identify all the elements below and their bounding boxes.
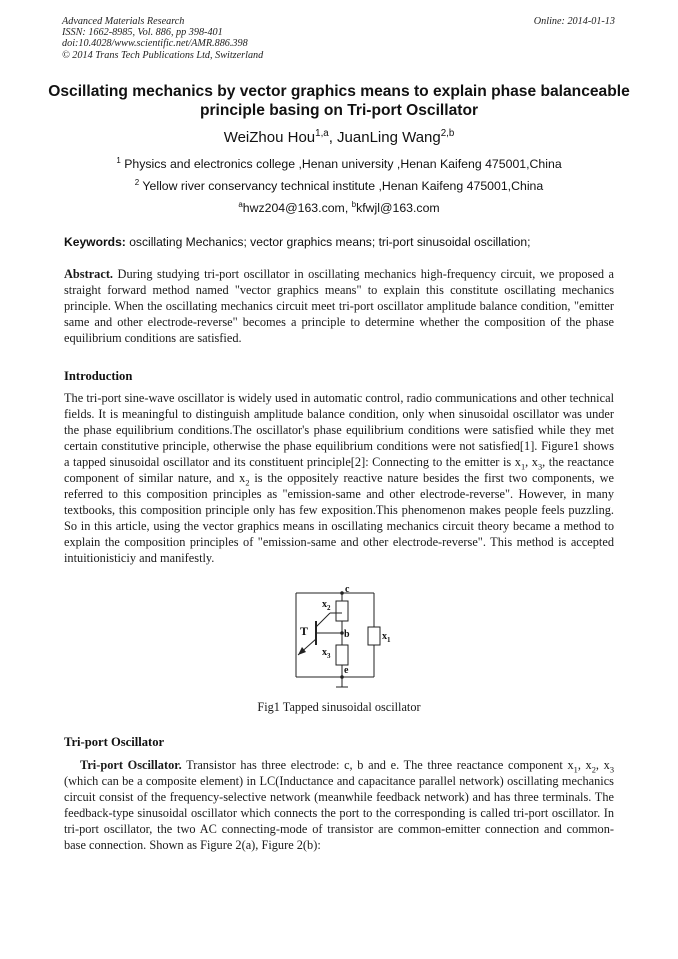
triport-paragraph bbox=[64, 757, 614, 853]
affiliation-number: 1 bbox=[116, 155, 121, 165]
email-superscript: a bbox=[238, 199, 243, 209]
email-a: hwz204@163.com bbox=[242, 201, 345, 215]
intro-text: The tri-port sine-wave oscillator is widely used in automatic control, radio communications and other technical fields. It is meaningful to distinguish amplitude balance condition, only when sinusoidal oscillator was under the phase equilibrium conditions.The oscillator's phase equilibrium conditions were satisfied while they met certain constitutive principle, otherwise the phase equilibrium conditions were not satisfied[1]. Figure1 shows a tapped sinusoidal oscillator and its constituent principle[2]: Connecting to the emitter is x bbox=[64, 391, 614, 470]
node-c bbox=[340, 591, 344, 595]
doi-line: doi:10.4028/www.scientific.net/AMR.886.398 bbox=[62, 38, 248, 50]
subscript: 3 bbox=[537, 462, 543, 472]
author-name: WeiZhou Hou bbox=[223, 129, 316, 146]
triport-text: , x bbox=[577, 758, 592, 772]
email-line bbox=[0, 201, 678, 215]
author-line bbox=[0, 129, 678, 146]
label-c: c bbox=[345, 584, 350, 595]
label-x3: $x_3$ bbox=[322, 647, 331, 660]
affiliation-text: Yellow river conservancy technical institute ,Henan Kaifeng 475001,China bbox=[142, 179, 544, 193]
triport-heading: Tri-port Oscillator bbox=[64, 735, 165, 749]
author-separator: , bbox=[328, 129, 338, 146]
affiliation-2 bbox=[0, 179, 678, 193]
label-x2: $x_2$ bbox=[322, 599, 331, 612]
email-b: kfwjl@163.com bbox=[356, 201, 440, 215]
label-b: b bbox=[344, 629, 350, 640]
triport-lead: Tri-port Oscillator. bbox=[80, 758, 182, 772]
keywords-line bbox=[64, 235, 624, 249]
transistor-collector-lead bbox=[316, 613, 330, 627]
keywords-label: Keywords: bbox=[64, 235, 126, 249]
intro-text: is the oppositely reactive nature besides the first two components, we referred to this composition principles as "emission-same and other electrode-reverse". However, in many textbooks, this composition principle only has few exposition.This phenomenon makes people feels puzzling. So in this article, using the vector graphics means in oscillating mechanics circuit theory became a method to explain the composition principles of "emission-same and other electrode-reverse". This method is accepted intuitionisticiy and manifestly. bbox=[64, 471, 614, 566]
paper-title: Oscillating mechanics by vector graphics means to explain phase balanceable principle basing on Tri-port Oscillator bbox=[48, 83, 630, 119]
label-x1: $x_1$ bbox=[382, 631, 391, 644]
affiliation-1 bbox=[0, 157, 678, 171]
reactance-x2 bbox=[336, 601, 348, 621]
triport-text: Transistor has three electrode: c, b and e. The three reactance component x bbox=[181, 758, 574, 772]
abstract-label: Abstract. bbox=[64, 267, 114, 281]
label-transistor: T bbox=[300, 624, 309, 638]
author-superscript: 2,b bbox=[440, 128, 455, 139]
subscript: 2 bbox=[591, 765, 596, 775]
journal-header bbox=[62, 16, 263, 61]
author-superscript: 1,a bbox=[315, 128, 329, 139]
reactance-x1 bbox=[368, 627, 380, 645]
author-name: JuanLing Wang bbox=[337, 129, 441, 146]
affiliation-text: Physics and electronics college ,Henan university ,Henan Kaifeng 475001,China bbox=[124, 157, 562, 171]
intro-text: , the reactance component of similar nature, and x bbox=[64, 455, 615, 486]
issn-line: ISSN: 1662-8985, Vol. 886, pp 398-401 bbox=[62, 27, 223, 39]
subscript: 1 bbox=[520, 462, 526, 472]
triport-text: (which can be a composite element) in LC(Inductance and capacitance parallel network) oscillating mechanics circuit consist of the frequency-selective network (meanwhile feedback network) and has three terminals. The feedback-type sinusoidal oscillator which connects the port to the corresponding is called tri-port oscillator. In tri-port oscillator, the two AC connecting-mode of transistor are common-emitter connection and common-base connection. Shown as Figure 2(a), Figure 2(b): bbox=[64, 774, 614, 853]
abstract-paragraph bbox=[64, 266, 614, 346]
introduction-paragraph bbox=[64, 390, 614, 567]
online-date: Online: 2014-01-13 bbox=[533, 16, 615, 27]
triport-text: , x bbox=[595, 758, 610, 772]
journal-name: Advanced Materials Research bbox=[62, 16, 185, 27]
figure-1-caption: Fig1 Tapped sinusoidal oscillator bbox=[257, 700, 421, 714]
subscript: 2 bbox=[245, 478, 250, 488]
reactance-x3 bbox=[336, 645, 348, 665]
email-superscript: b bbox=[351, 199, 357, 209]
intro-text: , x bbox=[525, 455, 538, 470]
abstract-text: During studying tri-port oscillator in oscillating mechanics high-frequency circuit, we proposed a straight forward method named "vector graphics means" to explain this constitute oscillating mechanics principle. When the oscillating mechanics circuit meet tri-port oscillator amplitude balance condition, "emitter same and other electrode-reverse" becomes a principle to determine whether the composition of the phase equilibrium conditions are satisfied. bbox=[64, 267, 614, 346]
email-separator: , bbox=[344, 201, 352, 215]
subscript: 1 bbox=[573, 765, 578, 775]
subscript: 3 bbox=[609, 765, 615, 775]
keywords-text: oscillating Mechanics; vector graphics means; tri-port sinusoidal oscillation; bbox=[125, 235, 531, 249]
introduction-heading: Introduction bbox=[64, 369, 133, 383]
emitter-arrow bbox=[298, 647, 306, 655]
copyright-line: © 2014 Trans Tech Publications Ltd, Switzerland bbox=[62, 49, 264, 61]
label-e: e bbox=[344, 665, 349, 676]
figure-1-circuit-diagram bbox=[286, 583, 396, 699]
affiliation-number: 2 bbox=[134, 177, 140, 187]
